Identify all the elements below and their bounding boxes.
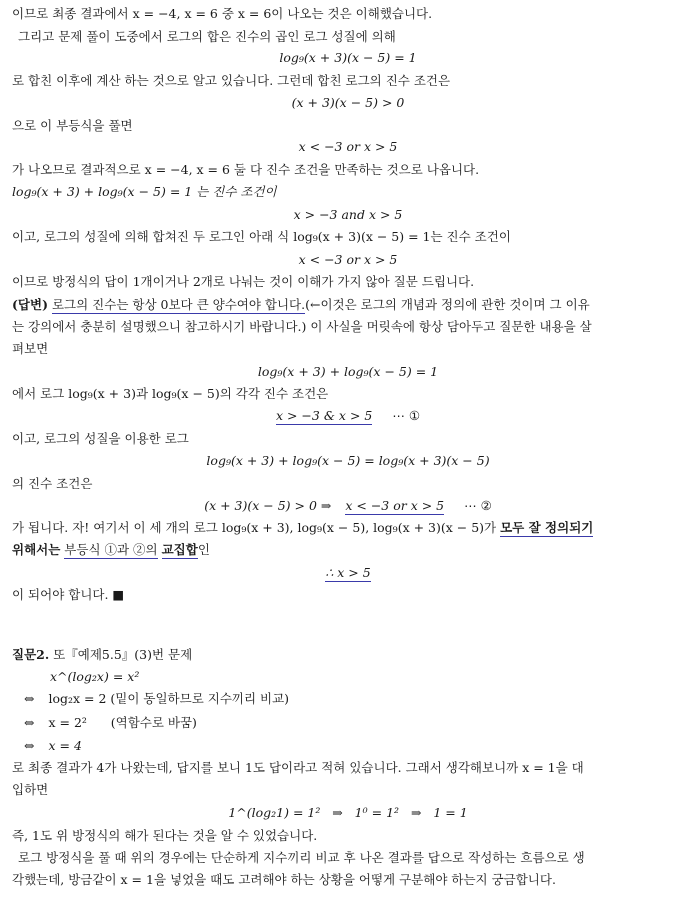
text-line: 이므로 방정식의 답이 1개이거나 2개로 나눠는 것이 이해가 가지 않아 질문 드립니다. bbox=[12, 274, 475, 289]
equation: 1^(log₂1) = 1² ⇒ 1⁰ = 1² ⇒ 1 = 1 bbox=[228, 805, 468, 820]
text-line: 로 최종 결과가 4가 나왔는데, 답지를 보니 1도 답이라고 적혀 있습니다. 그래서 생각해보니까 x = 1을 대 bbox=[12, 760, 584, 775]
text-line: 으로 이 부등식을 풀면 bbox=[12, 118, 133, 133]
text-line: 로 합친 이후에 계산 하는 것으로 알고 있습니다. 그런데 합친 로그의 진수 조건은 bbox=[12, 73, 451, 88]
text-line: 의 진수 조건은 bbox=[12, 476, 93, 491]
text-line: 는 강의에서 충분히 설명했으니 참고하시기 바랍니다.) 이 사실을 머릿속에 항상 담아두고 질문한 내용을 살 bbox=[12, 319, 592, 334]
text-line: 이고, 로그의 성질을 이용한 로그 bbox=[12, 431, 189, 446]
text-span: 가 됩니다. 자! 여기서 이 세 개의 로그 log₉(x + 3), log₉(x − 5), log₉(x + 3)(x − 5)가 bbox=[12, 520, 497, 535]
equation: log₉(x + 3) + log₉(x − 5) = log₉(x + 3)(x − 5) bbox=[206, 453, 490, 468]
text-line: 펴보면 bbox=[12, 341, 49, 356]
text-span: 인 bbox=[197, 542, 210, 557]
answer-line bbox=[12, 296, 590, 314]
equiv-symbol: ⇔ bbox=[24, 738, 35, 753]
eq-part: (x + 3)(x − 5) > 0 ⇒ bbox=[204, 498, 332, 513]
equiv-symbol: ⇔ bbox=[24, 715, 35, 730]
question-title: 질문2. bbox=[12, 647, 50, 662]
equation bbox=[24, 690, 289, 708]
text-line: 입하면 bbox=[12, 782, 49, 797]
text-line: 이 되어야 합니다. ■ bbox=[12, 587, 125, 602]
equation bbox=[0, 497, 696, 515]
marker-2: ⋯ ② bbox=[464, 498, 492, 513]
underlined-text: 부등식 ①과 ②의 bbox=[64, 542, 158, 557]
text-line: 각했는데, 방금같이 x = 1을 넣었을 때도 고려해야 하는 상황을 어떻게 구분해야 하는지 궁금합니다. bbox=[12, 872, 556, 887]
equation: x < −3 or x > 5 bbox=[298, 252, 398, 267]
equation: x < −3 or x > 5 bbox=[298, 139, 398, 154]
text-line: 이고, 로그의 성질에 의해 합쳐진 두 로그인 아래 식 log₉(x + 3)(x − 5) = 1는 진수 조건이 bbox=[12, 229, 511, 244]
equation: log₉(x + 3) + log₉(x − 5) = 1 bbox=[257, 364, 439, 379]
text-line bbox=[12, 519, 593, 537]
equation bbox=[0, 407, 696, 425]
equation: x > −3 and x > 5 bbox=[293, 207, 403, 222]
conclusion: ∴ x > 5 bbox=[325, 565, 371, 580]
condition-1: x > −3 & x > 5 bbox=[275, 408, 373, 423]
text-line: 에서 로그 log₉(x + 3)과 log₉(x − 5)의 각각 진수 조건은 bbox=[12, 386, 329, 401]
question-heading bbox=[12, 646, 192, 664]
eq-part: x = 2² (역함수로 바꿈) bbox=[48, 715, 197, 730]
answer-label: (답변) bbox=[12, 297, 48, 312]
text-span: 위해서는 bbox=[12, 542, 61, 557]
text-line: 그리고 문제 풀이 도중에서 로그의 합은 진수의 곱인 로그 성질에 의해 bbox=[18, 29, 396, 44]
text-line: 로그 방정식을 풀 때 위의 경우에는 단순하게 지수끼리 비교 후 나온 결과를 답으로 작성하는 흐름으로 생 bbox=[18, 850, 585, 865]
emphasis: 교집합 bbox=[161, 542, 198, 557]
text-line bbox=[12, 541, 210, 559]
equation: log₉(x + 3)(x − 5) = 1 bbox=[279, 50, 417, 65]
equation: x^(log₂x) = x² bbox=[50, 669, 140, 684]
eq-part: log₂x = 2 (밑이 동일하므로 지수끼리 비교) bbox=[48, 691, 290, 706]
equiv-symbol: ⇔ bbox=[24, 691, 35, 706]
condition-2: x < −3 or x > 5 bbox=[345, 498, 445, 513]
equation bbox=[24, 737, 82, 755]
marker-1: ⋯ ① bbox=[392, 408, 421, 423]
eq-part: x = 4 bbox=[48, 738, 82, 753]
emphasis: 모두 잘 정의되기 bbox=[500, 520, 594, 535]
text-line: log₉(x + 3) + log₉(x − 5) = 1 는 진수 조건이 bbox=[12, 184, 277, 199]
text-line: 가 나오므로 결과적으로 x = −4, x = 6 둘 다 진수 조건을 만족하는 것으로 나옵니다. bbox=[12, 162, 480, 177]
text-line: 이므로 최종 결과에서 x = −4, x = 6 중 x = 6이 나오는 것은 이해했습니다. bbox=[12, 6, 433, 21]
equation bbox=[0, 564, 696, 582]
equation: (x + 3)(x − 5) > 0 bbox=[291, 95, 405, 110]
text-line: 즉, 1도 위 방정식의 해가 된다는 것을 알 수 있었습니다. bbox=[12, 828, 318, 843]
text-span: (←이것은 로그의 개념과 정의에 관한 것이며 그 이유 bbox=[305, 297, 590, 312]
underlined-text: 로그의 진수는 항상 0보다 큰 양수여야 합니다. bbox=[51, 297, 306, 312]
equation bbox=[24, 714, 197, 732]
question-intro: 또『예제5.5』(3)번 문제 bbox=[53, 647, 193, 662]
